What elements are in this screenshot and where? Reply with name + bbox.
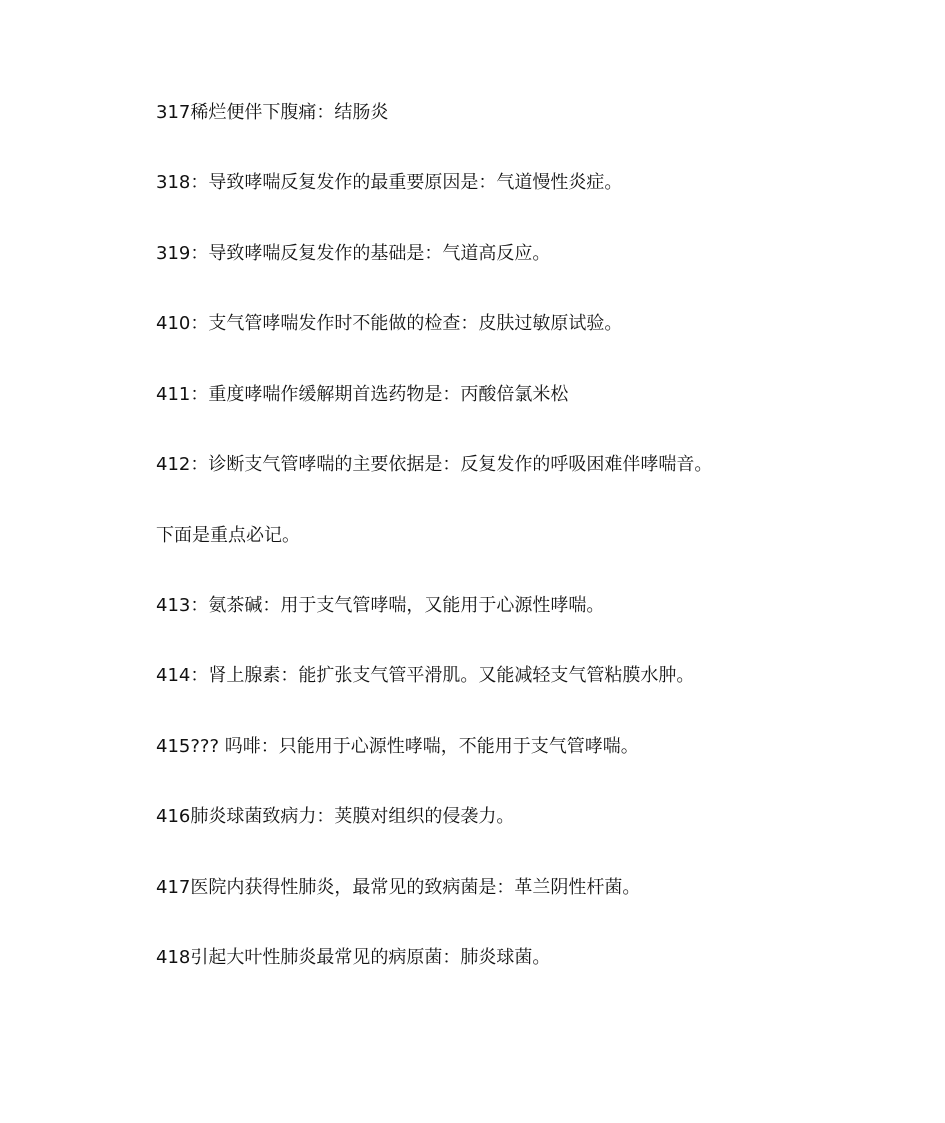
text-line-416: 416肺炎球菌致病力：荚膜对组织的侵袭力。 [156,806,515,827]
text-line-417: 417医院内获得性肺炎，最常见的致病菌是：革兰阴性杆菌。 [156,877,641,898]
text-line-318: 318：导致哮喘反复发作的最重要原因是：气道慢性炎症。 [156,172,623,193]
text-line-412: 412：诊断支气管哮喘的主要依据是：反复发作的呼吸困难伴哮喘音。 [156,454,713,475]
text-line-410: 410：支气管哮喘发作时不能做的检查：皮肤过敏原试验。 [156,313,623,334]
text-line-key-points-heading: 下面是重点必记。 [156,525,300,546]
text-line-319: 319：导致哮喘反复发作的基础是：气道高反应。 [156,243,551,264]
text-line-418: 418引起大叶性肺炎最常见的病原菌：肺炎球菌。 [156,947,551,968]
text-line-415: 415??? 吗啡：只能用于心源性哮喘，不能用于支气管哮喘。 [156,736,639,757]
text-line-317: 317稀烂便伴下腹痛：结肠炎 [156,102,389,123]
text-line-413: 413：氨茶碱：用于支气管哮喘，又能用于心源性哮喘。 [156,595,605,616]
text-line-414: 414：肾上腺素：能扩张支气管平滑肌。又能减轻支气管粘膜水肿。 [156,665,695,686]
text-line-411: 411：重度哮喘作缓解期首选药物是：丙酸倍氯米松 [156,384,569,405]
